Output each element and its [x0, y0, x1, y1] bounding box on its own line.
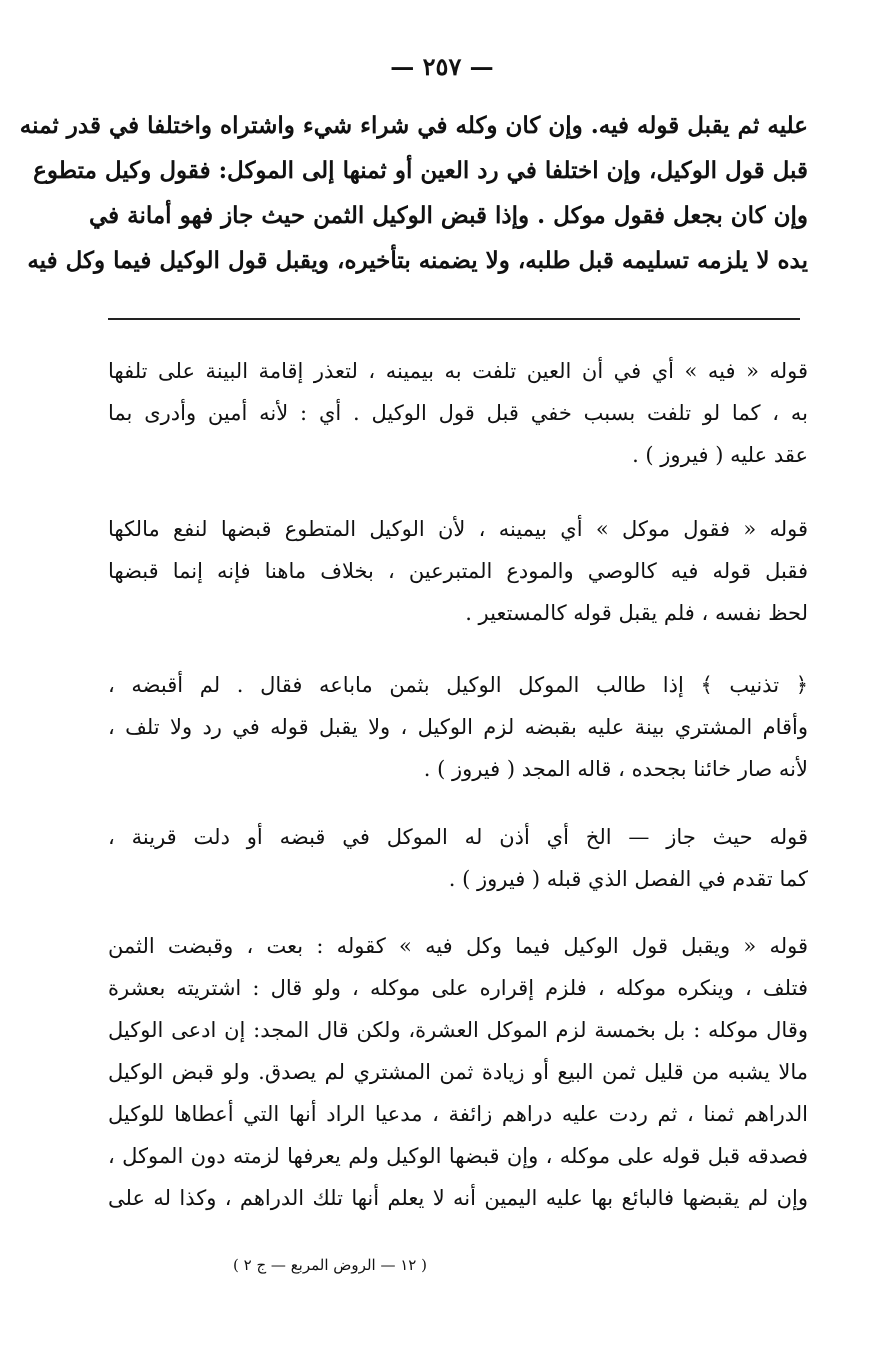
- separator-rule: [108, 318, 800, 320]
- main-text-line: قبل قول الوكيل، وإن اختلفا في رد العين أو ثمنها إلى الموكل: فقول وكيل متطوع: [33, 157, 808, 184]
- page-footer: ( ١٢ — الروض المربع — ج ٢ ): [233, 1256, 427, 1274]
- main-text-line: عليه ثم يقبل قوله فيه. وإن كان وكله في شراء شيء واشتراه واختلفا في قدر ثمنه: [19, 112, 808, 139]
- note-line: ﴿ تذنيب ﴾ إذا طالب الموكل الوكيل بثمن ماباعه فقال . لم أقبضه ،: [108, 673, 808, 697]
- page-number: — ٢٥٧ —: [390, 52, 494, 81]
- note-line: وأقام المشتري بينة عليه بقبضه لزم الوكيل ، ولا يقبل قوله في رد ولا تلف ،: [108, 715, 808, 739]
- note-line: قوله « ويقبل قول الوكيل فيما وكل فيه » كقوله : بعت ، وقبضت الثمن: [108, 934, 808, 958]
- note-line: قوله « فقول موكل » أي بيمينه ، لأن الوكيل المتطوع قبضها لنفع مالكها: [108, 517, 808, 541]
- main-text-line: وإن كان بجعل فقول موكل . وإذا قبض الوكيل الثمن حيث جاز فهو أمانة في: [88, 202, 808, 229]
- note-line: وقال موكله : بل بخمسة لزم الموكل العشرة، ولكن قال المجد: إن ادعى الوكيل: [108, 1018, 808, 1042]
- commentary-note: [108, 664, 808, 790]
- commentary-note: [108, 508, 808, 634]
- commentary-note: [108, 925, 808, 1219]
- note-line: لأنه صار خائنا بجحده ، قاله المجد ( فيروز ) .: [423, 757, 808, 781]
- note-line: فتلف ، وينكره موكله ، فلزم إقراره على موكله ، ولو قال : اشتريته بعشرة: [108, 976, 808, 1000]
- main-text: [19, 103, 808, 283]
- note-line: مالا يشبه من قليل ثمن البيع أو زيادة ثمن المشتري لم يصدق. ولو قبض الوكيل: [108, 1060, 808, 1084]
- note-line: كما تقدم في الفصل الذي قبله ( فيروز ) .: [448, 867, 808, 891]
- commentary-note: [108, 350, 808, 476]
- note-line: فصدقه قبل قوله على موكله ، وإن قبضها الوكيل ولم يعرفها لزمته دون الموكل ،: [108, 1144, 808, 1168]
- note-line: الدراهم ثمنا ، ثم ردت عليه دراهم زائفة ، مدعيا الراد أنها التي أعطاها للوكيل: [108, 1102, 808, 1126]
- note-line: وإن لم يقبضها فالبائع بها عليه اليمين أنه لا يعلم أنها تلك الدراهم ، وكذا له على: [108, 1186, 808, 1210]
- note-line: فقبل قوله فيه كالوصي والمودع المتبرعين ، بخلاف ماهنا فإنه إنما قبضها: [108, 559, 808, 583]
- note-line: قوله حيث جاز — الخ أي أذن له الموكل في قبضه أو دلت قرينة ،: [108, 825, 808, 849]
- note-line: قوله « فيه » أي في أن العين تلفت به بيمينه ، لتعذر إقامة البينة على تلفها: [108, 359, 808, 383]
- note-line: لحظ نفسه ، فلم يقبل قوله كالمستعير .: [465, 601, 808, 625]
- note-line: به ، كما لو تلفت بسبب خفي قبل قول الوكيل . أي : لأنه أمين وأدرى بما: [108, 401, 808, 425]
- commentary-note: [108, 816, 808, 900]
- main-text-line: يده لا يلزمه تسليمه قبل طلبه، ولا يضمنه بتأخيره، ويقبل قول الوكيل فيما وكل فيه: [27, 247, 808, 274]
- note-line: عقد عليه ( فيروز ) .: [632, 443, 808, 467]
